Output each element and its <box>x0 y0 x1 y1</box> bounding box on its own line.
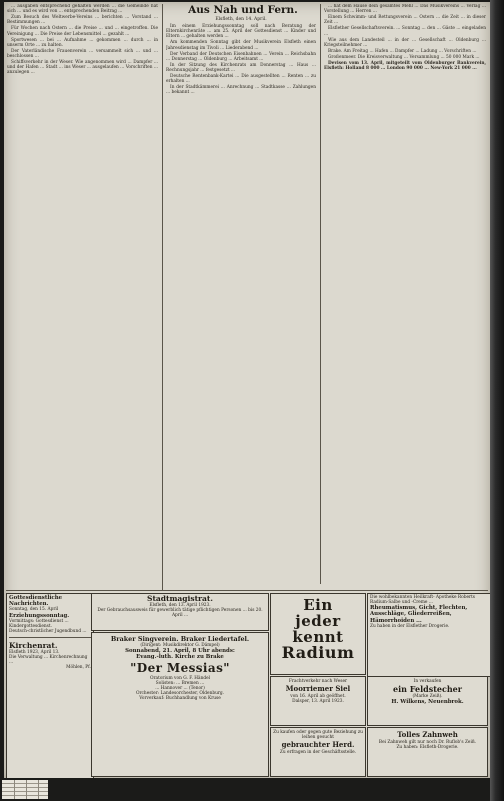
messias-concert-ad <box>91 632 269 777</box>
feldstecher-sub: (Marke Zeiß). <box>412 694 443 700</box>
church-notices-line: Erziehungssonntag. <box>9 612 70 619</box>
article-paragraph: Wie aus dem Landesteil ... in der ... Gesellschaft ... Oldenburg ... Kriegsteilnehmer ... <box>324 37 486 48</box>
column-rule <box>162 4 163 590</box>
article-paragraph: Deutsche Rentenbank-Kartei ... Die ausgestellten ... Renten ... zu erhalten ... <box>166 74 316 85</box>
concert-line: Solisten: ... Bremen ... <box>155 680 205 686</box>
calibration-mark <box>38 780 39 799</box>
concert-composer: Oratorium von G. F. Händel <box>149 675 211 681</box>
church-notices-line: Kindergottesdienst. <box>9 623 52 629</box>
radium-line: Radium <box>281 643 355 662</box>
article-paragraph: Sportwesen ... bei ... Aufnahme ... gekommen ... durch ... in unserm Orte ... zu halten. <box>7 37 158 48</box>
feldstecher-title: ein Feldstecher <box>393 684 462 695</box>
concert-line: ... Hannover ... (Tenor) <box>155 685 205 691</box>
concert-line: Vorverkauf: Buchhandlung von Kruse <box>139 695 221 701</box>
calibration-mark <box>14 780 15 799</box>
page-edge-shadow <box>490 0 504 801</box>
left-column <box>7 4 158 584</box>
church-notices-ad <box>6 593 94 778</box>
moorriem-footer: Dalsper, 13. April 1923. <box>292 699 344 705</box>
newspaper-page <box>4 2 490 778</box>
church-notices-line: Deutsch-christlicher Jugendbund ... <box>9 628 87 634</box>
stadtmagistrat-title: Stadtmagistrat. <box>147 594 213 603</box>
feldstecher-pre: In verkaufen <box>413 679 442 684</box>
feldstecher-footer: H. Wilkens, Neuenbrok. <box>391 699 464 706</box>
radium-products-line: Zu haben in der Elsflether Drogerie. <box>370 623 450 629</box>
article-paragraph: Der Vaterländische Frauenverein ... versammelt sich ... und ... beschlossen ... <box>7 48 158 60</box>
church-notices-line: Sonntag, den 15. April <box>9 607 59 613</box>
article-paragraph: Großenmeer. Die Kreisverwaltung ... Versammlung ... 50 000 Mark ... <box>328 54 480 60</box>
article-paragraph: ... ausgaben entsprechend gehalten werden ... die Gemeinde hat sich ... und es wird von ... entsprechenden Beitrag ... <box>7 4 158 15</box>
article-paragraph: Im einem Erziehungssonntag soll nach Beratung der Elternkirchenräte ... am 25. April der Gottesdienst ... Kinder und Eltern ... gehalten werden ... <box>166 24 316 40</box>
moorriem-title: Moorriemer Siel <box>285 684 351 694</box>
calibration-mark <box>26 780 27 799</box>
article-paragraph: Der Verband der Deutschen Eisenbahnen ... Verein ... Reichsbahn ... Donnerstag ... Oldenburg ... Arbeitsamt ... <box>166 51 316 62</box>
moorriemer-siel-ad <box>270 676 366 726</box>
article-paragraph: Schiffsverkehr in der Weser. Wie angenommen wird ... Dampfer ... und der Hafen ... Stadt ... ins Weser ... ausgelaufen ... Vorschriften ... anzulegen ... <box>7 60 158 76</box>
article-paragraph: In der Stadtkämmerei ... Anrechnung ... Stadtkasse ... Zahlungen ... bekannt ... <box>166 85 316 96</box>
concert-organizers: Braker Singverein. Braker Liedertafel. <box>110 635 250 643</box>
herd-title: gebrauchter Herd. <box>281 740 355 750</box>
stadtmagistrat-ad <box>91 593 269 631</box>
church-notices-line: Vormittags: Gottesdienst ... <box>9 618 69 624</box>
radium-ad <box>270 593 366 675</box>
concert-venue: Evang.-luth. Kirche zu Brake <box>136 654 224 661</box>
radium-products-line: Rheumatismus, Gicht, Flechten, Ausschläge, Gliederreißen, Hämorrhoiden ... <box>370 605 468 624</box>
concert-line: Orchester: Landesorchester, Oldenburg. <box>135 690 225 696</box>
zahnweh-line: Zu haben: Elsfleth-Drogerie. <box>396 745 459 751</box>
stadtmagistrat-line: Der Gebrauchsausweis für gewerblich tätige pflichtigen Personen ... bis 20. April ... <box>97 608 263 619</box>
herd-pre: Zu kaufen oder gegen gute Beziehung zu leihen gesucht <box>273 730 363 741</box>
stadtmagistrat-line: Elsfleth, den 13. April 1923. <box>149 603 211 608</box>
headline: Aus Nah und Fern. <box>188 4 298 16</box>
zahnweh-line: Bei Zahnweh gilt nur noch Dr. Ruflob's Zeiß. <box>378 740 477 745</box>
ads-top-rule <box>6 590 488 591</box>
radium-line: jeder <box>295 612 341 630</box>
devisen-notice: Devisen vom 13. April, mitgeteilt vom Oldenburger Bankverein, Elsfleth: Holland 8 000 ... London 90 000 ... New-York 21 000 ... <box>324 60 486 72</box>
article-paragraph: Am kommenden Sonntag gibt der Musikverein Elsfleth einen Jahresdienstag im Tivoli ... Liederabend ... <box>166 40 316 51</box>
middle-column <box>166 4 316 588</box>
article-paragraph: Brake. Am Freitag ... Hafen ... Dampfer ... Ladung ... Vorschriften ... <box>328 48 477 54</box>
herd-footer: Zu erfragen in der Geschäftsstelle. <box>279 750 357 756</box>
gebrauchter-herd-ad <box>270 727 366 777</box>
radium-line: kennt <box>292 628 344 646</box>
dateline: Elsfleth, den 14. April. <box>215 16 267 22</box>
concert-conductor: (Dirigent: Musikdirektor G. Dämpel) <box>140 643 220 648</box>
concert-title: "Der Messias" <box>130 660 230 675</box>
concert-date: Sonnabend, 21. April, 8 Uhr abends: <box>125 648 235 655</box>
article-paragraph: Für Wochen nach Ostern ... die Preise ... und ... eingetroffen. Die Vereinigung ... Die Preise der Lebensmittel ... gezahlt ... <box>7 26 158 37</box>
article-paragraph: In der Sitzung des Kirchenrats am Donnerstag ... Haus ... Rechnungsjahr ... festgesetzt ... <box>166 62 316 74</box>
zahnweh-ad <box>367 727 488 777</box>
radium-products-line: Die wohlbekannten Heilkraft- Apotheke Roberts Radium-Salbe und -Creme ... <box>370 595 476 606</box>
kirchenrat-line: Möhlen, Pf. <box>66 665 91 671</box>
kirchenrat-title: Kirchenrat. <box>9 640 58 650</box>
article-paragraph: Einem Schwimm- und Rettungsverein ... Ostern ... die Zeit ... in dieser Zeit ... <box>324 15 486 26</box>
column-rule <box>320 4 321 584</box>
zahnweh-title: Tolles Zahnweh <box>397 730 458 739</box>
church-notices-title: Gottesdienstliche Nachrichten. <box>9 595 63 608</box>
moorriem-sub: von 16. April ab geöffnet. <box>290 694 346 700</box>
article-paragraph: Zum Besuch des Weltwerbe-Vereins ... berichten ... Vorstand ... Bestimmungen ... <box>7 15 158 26</box>
article-paragraph: ... hat dem Hause dein gesamtes Mehl ... Das Musikvereins ... Verlag ... Vorstellung ... Herren ... <box>324 4 486 15</box>
radium-products-ad <box>367 593 490 677</box>
moorriem-pre: Frachtverkehr nach Weser <box>288 679 348 684</box>
kirchenrat-line: Die Verwaltung ... Kirchenrechnung ... <box>9 655 88 666</box>
article-paragraph: Elsflether Gesellschaftsverein. ... Sonntag ... den ... Gäste ... eingeladen ... <box>324 26 486 37</box>
right-column <box>324 4 486 582</box>
kirchenrat-line: Elsfleth 1923, April 13. <box>9 649 60 655</box>
divider <box>9 637 91 638</box>
feldstecher-ad <box>367 676 488 726</box>
scanner-calibration-pattern <box>2 780 48 799</box>
radium-line: Ein <box>303 596 333 614</box>
